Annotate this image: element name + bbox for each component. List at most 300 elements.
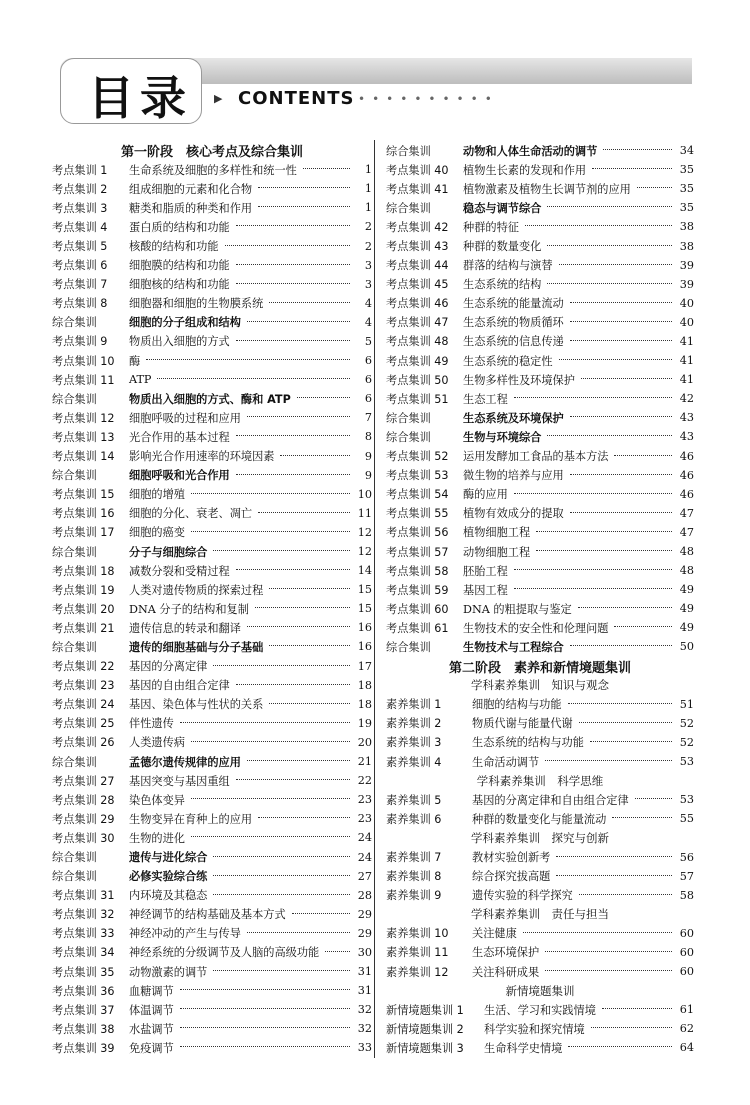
dot-leader [258,511,350,513]
toc-entry[interactable] [52,370,372,389]
toc-entry[interactable] [386,256,694,275]
toc-entry-title: 人类对遗传物质的探索过程 [129,583,264,597]
stage-heading: 第一阶段 核心考点及综合集训 [120,145,303,161]
dot-leader [191,740,350,742]
toc-entry-tag: 综合集训 [52,469,97,483]
toc-entry[interactable] [52,179,372,198]
toc-entry-tag: 考点集训 36 [52,984,115,998]
toc-entry[interactable] [386,599,694,618]
toc-entry[interactable] [52,332,372,351]
toc-entry[interactable] [52,217,372,236]
toc-entry[interactable] [386,561,694,580]
toc-entry-page: 12 [357,525,372,539]
toc-entry[interactable] [52,294,372,313]
toc-entry-title: 生态系统的结构 [463,278,542,292]
toc-entry[interactable] [52,847,372,866]
dot-leader [568,1045,672,1047]
toc-entry-tag: 素养集训 2 [386,717,442,731]
toc-entry-tag: 考点集训 44 [386,259,449,273]
toc-entry-page: 29 [357,926,372,940]
toc-entry-page: 43 [679,430,694,444]
toc-entry[interactable] [52,657,372,676]
toc-entry-title: 免疫调节 [129,1041,174,1055]
toc-entry-title: 人类遗传病 [129,736,185,750]
toc-entry-page: 46 [679,468,694,482]
toc-entry-tag: 素养集训 10 [386,927,449,941]
toc-entry-page: 1 [364,201,372,215]
toc-entry-tag: 综合集训 [52,851,97,865]
toc-entry-page: 53 [679,793,694,807]
toc-entry-title: ATP [129,373,152,387]
toc-entry-page: 4 [364,315,372,329]
toc-entry-tag: 考点集训 59 [386,583,449,597]
toc-entry-title: 生物技术的安全性和伦理问题 [463,621,609,635]
toc-entry-tag: 考点集训 45 [386,278,449,292]
toc-entry[interactable] [386,847,694,866]
toc-entry-page: 27 [357,869,372,883]
dot-leader [579,721,672,723]
toc-entry-tag: 综合集训 [52,640,97,654]
toc-entry-page: 50 [679,640,694,654]
toc-entry-page: 5 [364,334,372,348]
toc-entry[interactable] [52,867,372,886]
toc-entry-page: 57 [679,869,694,883]
toc-entry-tag: 新情境题集训 2 [386,1022,464,1036]
toc-entry-title: 植物有效成分的提取 [463,507,564,521]
toc-entry-page: 31 [357,965,372,979]
toc-entry[interactable] [52,676,372,695]
toc-entry-page: 47 [679,506,694,520]
toc-entry-page: 9 [364,449,372,463]
toc-entry[interactable] [52,580,372,599]
dot-leader [545,759,672,761]
toc-entry-page: 14 [357,564,372,578]
toc-entry[interactable] [52,1019,372,1038]
dot-leader [570,415,672,417]
toc-entry[interactable] [386,370,694,389]
dot-leader [514,587,672,589]
toc-entry-title: 胚胎工程 [463,564,508,578]
toc-entry-title: 生物与环境综合 [463,430,542,444]
toc-entry-title: 物质代谢与能量代谢 [472,717,573,731]
toc-entry[interactable] [52,523,372,542]
section-heading: 学科素养集训 责任与担当 [471,907,609,922]
dot-leader [180,1045,350,1047]
toc-entry[interactable] [386,313,694,332]
toc-entry-tag: 考点集训 56 [386,526,449,540]
dot-leader [180,988,350,990]
toc-entry[interactable] [386,714,694,733]
toc-entry[interactable] [386,504,694,523]
toc-entry-tag: 考点集训 8 [52,297,108,311]
toc-entry-title: 种群的数量变化 [463,240,542,254]
toc-entry-title: 生态系统的结构与功能 [472,736,584,750]
toc-entry[interactable] [52,160,372,179]
toc-entry-page: 35 [679,201,694,215]
dot-leader [280,454,350,456]
toc-entry[interactable] [386,867,694,886]
toc-entry-title: 酶的应用 [463,488,508,502]
toc-entry[interactable] [52,427,372,446]
dot-leader [292,912,350,914]
toc-entry-title: 教材实验创新考 [472,851,551,865]
toc-entry-title: 生态系统的能量流动 [463,297,564,311]
toc-entry-page: 53 [679,755,694,769]
dot-leader [297,396,350,398]
toc-entry[interactable] [386,733,694,752]
toc-entry[interactable] [52,828,372,847]
toc-entry-title: 基因的分离定律和自由组合定律 [472,793,629,807]
toc-entry-title: 群落的结构与演替 [463,259,553,273]
dot-leader [213,893,350,895]
toc-entry-title: 内环境及其稳态 [129,889,208,903]
toc-entry-title: 基因突变与基因重组 [129,774,230,788]
toc-entry-title: 关注健康 [472,927,517,941]
toc-entry-title: 生态环境保护 [472,946,540,960]
toc-entry[interactable] [52,886,372,905]
toc-entry-title: 光合作用的基本过程 [129,430,230,444]
toc-entry-title: 孟德尔遗传规律的应用 [129,755,241,769]
toc-entry-tag: 素养集训 5 [386,793,442,807]
toc-left-column [52,141,372,1058]
toc-entry[interactable] [386,198,694,217]
dot-leader [592,167,672,169]
toc-entry[interactable] [386,160,694,179]
toc-entry-tag: 考点集训 2 [52,182,108,196]
toc-entry[interactable] [386,809,694,828]
toc-entry-title: 植物生长素的发现和作用 [463,163,587,177]
toc-entry-page: 61 [679,1003,694,1017]
toc-entry-title: 酶 [129,354,141,368]
toc-entry-title: 细胞核的结构和功能 [129,278,230,292]
dot-leader [536,530,672,532]
toc-entry-tag: 考点集训 32 [52,908,115,922]
toc-entry-tag: 考点集训 35 [52,965,115,979]
section-heading: 新情境题集训 [505,983,575,998]
toc-entry-page: 46 [679,449,694,463]
dot-leader [247,759,350,761]
decorative-dots: •••••••••• [358,92,499,106]
dot-leader [570,301,672,303]
dot-leader [269,644,350,646]
toc-entry[interactable] [52,1038,372,1057]
toc-entry[interactable] [386,886,694,905]
toc-entry[interactable] [52,733,372,752]
toc-entry-page: 3 [364,258,372,272]
toc-entry[interactable] [386,1000,694,1019]
toc-entry[interactable] [52,962,372,981]
toc-entry-tag: 考点集训 54 [386,488,449,502]
toc-entry-title: 细胞的增殖 [129,488,185,502]
toc-entry-title: 细胞的结构与功能 [472,698,562,712]
dot-leader [581,377,672,379]
dot-leader [236,434,350,436]
toc-entry-page: 19 [357,716,372,730]
toc-entry[interactable] [52,905,372,924]
dot-leader [570,339,672,341]
toc-entry-tag: 综合集训 [52,755,97,769]
toc-entry-title: 糖类和脂质的种类和作用 [129,201,253,215]
toc-entry[interactable] [52,924,372,943]
toc-entry-page: 48 [679,545,694,559]
toc-entry-page: 51 [679,697,694,711]
toc-entry-page: 56 [679,850,694,864]
toc-entry[interactable] [52,714,372,733]
toc-entry[interactable] [386,408,694,427]
dot-leader [591,1026,672,1028]
toc-entry-page: 23 [357,812,372,826]
toc-entry[interactable] [52,236,372,255]
toc-entry-title: 水盐调节 [129,1022,174,1036]
toc-entry-title: 分子与细胞综合 [129,545,208,559]
toc-entry[interactable] [52,447,372,466]
toc-entry[interactable] [52,561,372,580]
toc-entry-tag: 综合集训 [52,392,97,406]
dot-leader [556,855,672,857]
toc-entry[interactable] [386,790,694,809]
toc-entry[interactable] [386,427,694,446]
toc-entry[interactable] [386,542,694,561]
dot-leader [612,816,672,818]
toc-entry-tag: 综合集训 [386,430,431,444]
toc-entry-title: 生态工程 [463,392,508,406]
toc-entry-tag: 新情境题集训 3 [386,1041,464,1055]
toc-entry-tag: 考点集训 47 [386,316,449,330]
toc-entry-tag: 考点集训 57 [386,545,449,559]
toc-entry-title: 生命科学史情境 [484,1041,563,1055]
dot-leader [570,473,672,475]
page-subtitle: CONTENTS [238,88,355,109]
toc-entry-page: 1 [364,182,372,196]
toc-entry-title: 生物多样性及环境保护 [463,373,575,387]
toc-entry[interactable] [52,771,372,790]
toc-entry-tag: 考点集训 61 [386,621,449,635]
dot-leader [635,797,672,799]
dot-leader [325,950,350,952]
toc-entry-title: 微生物的培养与应用 [463,469,564,483]
toc-entry-title: 生物技术与工程综合 [463,640,564,654]
toc-entry[interactable] [52,752,372,771]
toc-entry[interactable] [386,1019,694,1038]
toc-entry-page: 40 [679,296,694,310]
dot-leader [247,415,350,417]
toc-entry[interactable] [386,332,694,351]
toc-entry-tag: 考点集训 3 [52,201,108,215]
dot-leader [570,511,672,513]
toc-entry[interactable] [386,618,694,637]
toc-entry-page: 17 [357,659,372,673]
arrow-right-icon: ▶ [214,92,223,105]
toc-entry[interactable] [386,580,694,599]
toc-entry-page: 18 [357,697,372,711]
toc-entry-title: 生物变异在育种上的应用 [129,812,253,826]
toc-entry-page: 39 [679,258,694,272]
toc-entry[interactable] [386,943,694,962]
dot-leader [556,874,672,876]
toc-entry-title: 核酸的结构和功能 [129,240,219,254]
toc-entry[interactable] [386,294,694,313]
toc-entry[interactable] [52,599,372,618]
toc-entry[interactable] [386,485,694,504]
toc-entry[interactable] [52,943,372,962]
dot-leader [236,282,350,284]
toc-entry[interactable] [386,351,694,370]
toc-entry[interactable] [386,466,694,485]
toc-entry[interactable] [52,408,372,427]
toc-entry-title: 遗传与进化综合 [129,851,208,865]
toc-entry-title: 生活、学习和实践情境 [484,1003,596,1017]
toc-entry-tag: 考点集训 15 [52,488,115,502]
toc-entry-tag: 考点集训 22 [52,660,115,674]
toc-entry-tag: 考点集训 38 [52,1022,115,1036]
section-heading: 学科素养集训 科学思维 [476,773,604,788]
toc-entry-tag: 素养集训 1 [386,698,442,712]
toc-entry-page: 49 [679,583,694,597]
section-heading: 学科素养集训 知识与观念 [471,678,609,693]
toc-entry[interactable] [52,618,372,637]
toc-entry-page: 52 [679,716,694,730]
toc-entry[interactable] [386,752,694,771]
dot-leader [514,492,672,494]
toc-entry-page: 18 [357,678,372,692]
dot-leader [225,244,350,246]
toc-entry[interactable] [52,198,372,217]
toc-entry-tag: 考点集训 24 [52,698,115,712]
toc-entry[interactable] [386,141,694,160]
stage-heading: 第二阶段 素养和新情境题集训 [448,660,631,676]
toc-entry-page: 8 [364,430,372,444]
dot-leader [579,893,672,895]
toc-entry[interactable] [386,447,694,466]
toc-entry[interactable] [386,389,694,408]
dot-leader [269,702,350,704]
toc-entry-title: 蛋白质的结构和功能 [129,220,230,234]
toc-entry-tag: 考点集训 34 [52,946,115,960]
toc-entry-tag: 综合集训 [386,201,431,215]
toc-entry[interactable] [386,1038,694,1057]
toc-entry-title: 动物激素的调节 [129,965,208,979]
toc-entry-tag: 素养集训 3 [386,736,442,750]
dot-leader [536,549,672,551]
toc-entry[interactable] [52,695,372,714]
toc-entry-page: 58 [679,888,694,902]
toc-entry[interactable] [52,313,372,332]
toc-entry[interactable] [386,275,694,294]
toc-entry-title: 细胞呼吸和光合作用 [129,469,230,483]
dot-leader [614,625,672,627]
toc-entry-page: 15 [357,602,372,616]
toc-entry-title: 基因工程 [463,583,508,597]
toc-entry-tag: 考点集训 11 [52,373,115,387]
page-title: 目录 [88,71,192,125]
toc-entry[interactable] [52,790,372,809]
toc-entry-title: 生态系统的信息传递 [463,335,564,349]
toc-entry-page: 40 [679,315,694,329]
toc-entry-tag: 综合集训 [52,545,97,559]
toc-entry[interactable] [52,504,372,523]
toc-entry-tag: 考点集训 5 [52,240,108,254]
toc-entry[interactable] [386,523,694,542]
toc-entry-page: 2 [364,239,372,253]
dot-leader [236,263,350,265]
toc-entry[interactable] [386,962,694,981]
dot-leader [236,683,350,685]
toc-entry-page: 55 [679,812,694,826]
toc-entry-title: 综合探究拔高题 [472,870,551,884]
dot-leader [602,1007,672,1009]
toc-entry-tag: 考点集训 10 [52,354,115,368]
toc-entry[interactable] [52,485,372,504]
toc-entry[interactable] [52,275,372,294]
toc-entry-page: 24 [357,850,372,864]
toc-entry-title: 必修实验综合练 [129,870,208,884]
toc-entry[interactable] [52,466,372,485]
toc-entry[interactable] [52,351,372,370]
toc-entry-page: 2 [364,220,372,234]
toc-entry-page: 20 [357,735,372,749]
toc-entry[interactable] [386,924,694,943]
toc-entry-tag: 考点集训 16 [52,507,115,521]
toc-entry-tag: 考点集训 21 [52,621,115,635]
toc-entry-title: 种群的数量变化与能量流动 [472,812,607,826]
toc-entry-title: 生态系统及环境保护 [463,411,564,425]
toc-entry[interactable] [52,542,372,561]
toc-entry-tag: 考点集训 52 [386,450,449,464]
toc-entry-page: 49 [679,602,694,616]
toc-entry-tag: 素养集训 11 [386,946,449,960]
toc-entry-title: 遗传实验的科学探究 [472,889,573,903]
toc-entry-tag: 考点集训 48 [386,335,449,349]
toc-entry[interactable] [52,256,372,275]
toc-entry-title: 影响光合作用速率的环境因素 [129,450,275,464]
toc-entry[interactable] [52,389,372,408]
toc-entry-title: 伴性遗传 [129,717,174,731]
toc-entry-title: 生态系统的物质循环 [463,316,564,330]
toc-entry-title: 遗传的细胞基础与分子基础 [129,640,264,654]
toc-entry-title: 细胞的癌变 [129,526,185,540]
toc-entry-tag: 综合集训 [52,316,97,330]
toc-entry-page: 4 [364,296,372,310]
toc-entry[interactable] [386,179,694,198]
toc-entry-page: 42 [679,392,694,406]
toc-entry[interactable] [386,236,694,255]
toc-entry[interactable] [386,695,694,714]
toc-entry[interactable] [52,1000,372,1019]
toc-entry[interactable] [52,809,372,828]
toc-entry[interactable] [52,981,372,1000]
toc-entry[interactable] [52,637,372,656]
toc-entry-page: 64 [679,1041,694,1055]
dot-leader [180,1007,350,1009]
dot-leader [559,358,672,360]
toc-entry-title: 动物细胞工程 [463,545,531,559]
toc-entry-page: 24 [357,831,372,845]
toc-entry-tag: 考点集训 33 [52,927,115,941]
toc-entry-tag: 考点集训 29 [52,812,115,826]
toc-entry-page: 31 [357,984,372,998]
column-divider [374,140,375,1058]
toc-entry-tag: 考点集训 19 [52,583,115,597]
dot-leader [236,339,350,341]
dot-leader [559,263,672,265]
toc-entry-tag: 考点集训 37 [52,1003,115,1017]
dot-leader [269,587,350,589]
toc-entry-title: 体温调节 [129,1003,174,1017]
dot-leader [568,702,672,704]
toc-entry[interactable] [386,217,694,236]
toc-entry-tag: 考点集训 50 [386,373,449,387]
toc-entry[interactable] [386,637,694,656]
